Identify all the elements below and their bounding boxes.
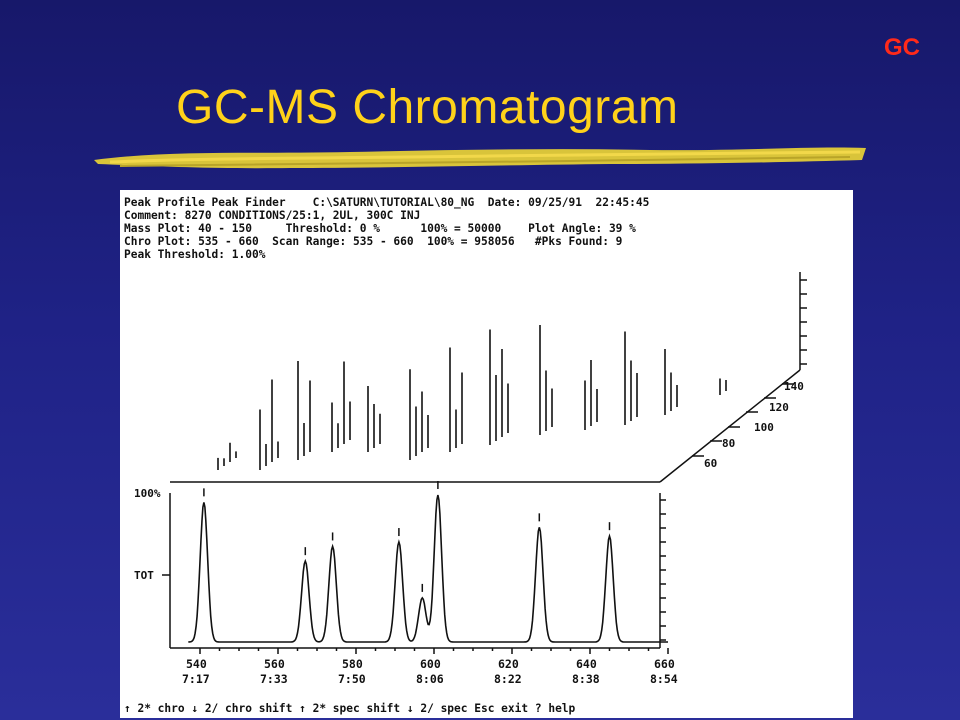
gcms-plot [120,190,853,718]
header-line-1: Peak Profile Peak Finder C:\SATURN\TUTORIAL\80_NG Date: 09/25/91 22:45:45 [124,196,650,209]
header-line-2: Comment: 8270 CONDITIONS/25:1, 2UL, 300C INJ [124,209,421,222]
retention-time-label: 8:06 [416,672,444,686]
header-line-5: Peak Threshold: 1.00% [124,248,266,261]
retention-time-label: 8:22 [494,672,522,686]
retention-time-label: 8:54 [650,672,678,686]
scan-number-label: 600 [420,657,441,671]
corner-tag: GC [884,34,920,61]
scan-number-label: 580 [342,657,363,671]
header-line-3: Mass Plot: 40 - 150 Threshold: 0 % 100% = 50000 Plot Angle: 39 % [124,222,636,235]
mass-plot-depth-axis [660,370,800,482]
mass-label-140: 140 [784,380,804,393]
mass-label-60: 60 [704,457,718,470]
retention-time-label: 7:50 [338,672,366,686]
help-line: ↑ 2* chro ↓ 2/ chro shift ↑ 2* spec shift ↓ 2/ spec Esc exit ? help [124,702,576,715]
chromatogram-tot-label: TOT [134,569,154,582]
scan-number-label: 560 [264,657,285,671]
mass-plot-3d [170,272,807,482]
header-line-4: Chro Plot: 535 - 660 Scan Range: 535 - 660 100% = 958056 #Pks Found: 9 [124,235,623,248]
chromatogram-frame [162,493,668,654]
retention-time-label: 7:17 [182,672,210,686]
scan-number-label: 660 [654,657,675,671]
mass-label-100: 100 [754,421,774,434]
chromatogram-trace [188,495,668,642]
retention-time-label: 8:38 [572,672,600,686]
scan-number-label: 540 [186,657,207,671]
gcms-scan-panel [120,190,853,718]
retention-time-label: 7:33 [260,672,288,686]
mass-label-80: 80 [722,437,736,450]
chromatogram-100-label: 100% [134,487,161,500]
mass-label-120: 120 [769,401,789,414]
scan-number-label: 640 [576,657,597,671]
slide-title: GC-MS Chromatogram [176,81,679,134]
scan-number-label: 620 [498,657,519,671]
brush-stroke-divider [90,140,870,180]
